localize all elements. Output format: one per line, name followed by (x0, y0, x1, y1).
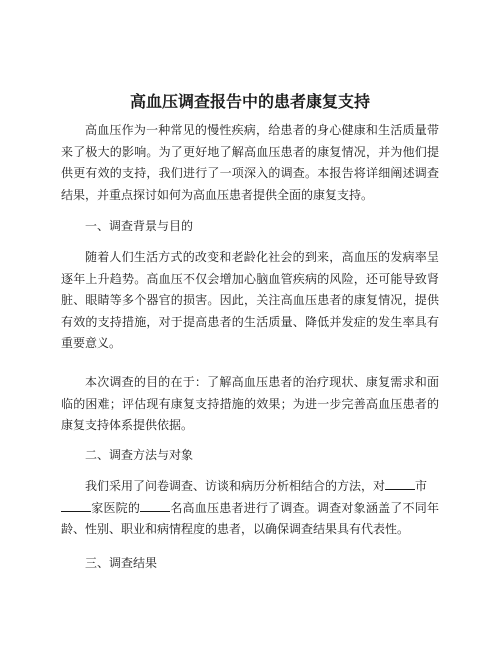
method-text-4: 名高血压患者进行了调查。调查对象涵盖了不同年龄、性别、职业和病情程度的患者，以确保调查结果具有代表性。 (61, 500, 439, 536)
patient-count-blank (140, 499, 170, 512)
method-text-1: 我们采用了问卷调查、访谈和病历分析相结合的方法，对 (85, 479, 386, 493)
section-heading-results: 三、调查结果 (85, 556, 158, 570)
section-heading-background: 一、调查背景与目的 (85, 219, 194, 233)
intro-paragraph: 高血压作为一种常见的慢性疾病，给患者的身心健康和生活质量带来了极大的影响。为了更好地了解高血压患者的康复情况，并为他们提供更有效的支持，我们进行了一项深入的调查。本报告将详细阐述调查结果，并重点探讨如何为高血压患者提供全面的康复支持。 (61, 123, 439, 202)
background-paragraph: 随着人们生活方式的改变和老龄化社会的到来，高血压的发病率呈逐年上升趋势。高血压不仅会增加心脑血管疾病的风险，还可能导致肾脏、眼睛等多个器官的损害。因此，关注高血压患者的康复情况，提供有效的支持措施，对于提高患者的生活质量、降低并发症的发生率具有重要意义。 (61, 250, 439, 350)
method-text-3: 家医院的 (91, 500, 141, 515)
document-title: 高血压调查报告中的患者康复支持 (129, 92, 370, 111)
section-heading-method: 二、调查方法与对象 (85, 448, 194, 462)
method-text-2: 市 (415, 479, 428, 493)
city-blank (385, 477, 415, 490)
hospital-count-blank (61, 499, 91, 512)
method-paragraph (61, 476, 439, 541)
purpose-paragraph: 本次调查的目的在于：了解高血压患者的治疗现状、康复需求和面临的困难；评估现有康复支持措施的效果；为进一步完善高血压患者的康复支持体系提供依据。 (61, 375, 439, 432)
